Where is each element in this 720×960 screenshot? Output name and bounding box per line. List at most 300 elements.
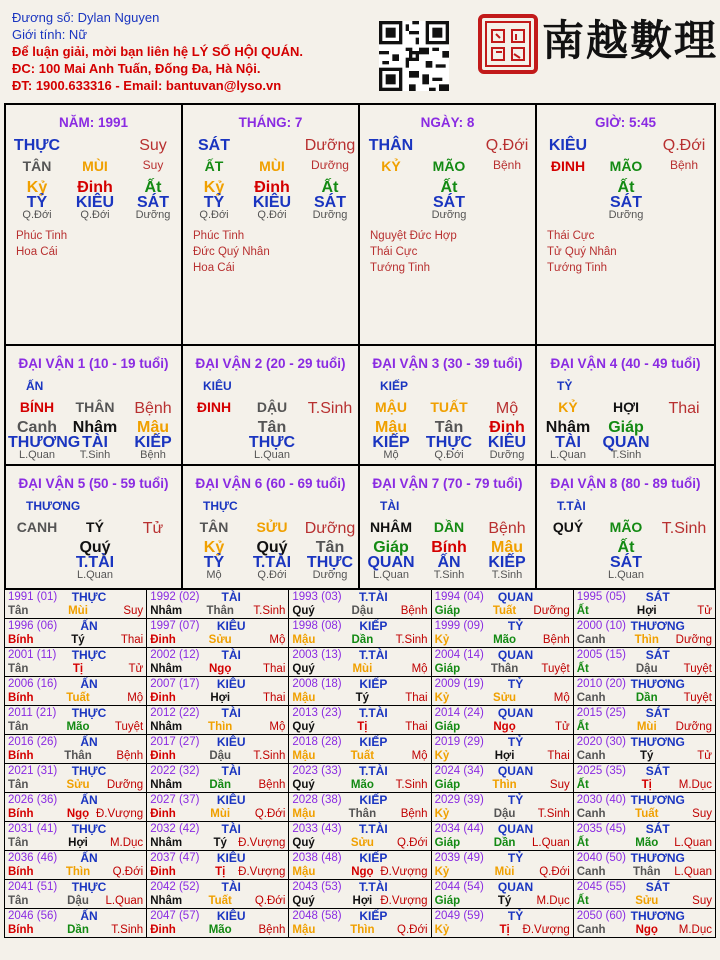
year-stem: Mậu [292, 692, 316, 704]
year-god: T.TÀI [359, 706, 388, 720]
luck-state: Bệnh [134, 400, 172, 417]
year-branch: Tị [641, 779, 652, 791]
year-stem: Quý [292, 663, 315, 675]
year-branch: Mão [493, 634, 517, 646]
pillar-stem: Dưỡng [311, 158, 349, 172]
pillar-title: THÁNG: 7 [238, 115, 303, 130]
luck-branch: TUẤT [430, 399, 468, 415]
pillar-star: Nguyệt Đức Hợp [370, 230, 457, 242]
luck-period-7 [360, 466, 537, 588]
pillar-hidden-state: Dưỡng [135, 209, 171, 221]
year-cell [147, 909, 289, 938]
luck-hidden-state: Dưỡng [312, 569, 348, 581]
year-cell [5, 590, 147, 619]
year-state: Đ.Vượng [380, 895, 428, 907]
year-branch: Tuất [66, 692, 90, 704]
year-god: ẤN [80, 677, 98, 691]
year-cell [289, 909, 431, 938]
pillar-hidden-stem: Ất [321, 179, 339, 196]
year-branch: Ngọ [493, 721, 516, 733]
year-label: 2018 (28) [292, 736, 342, 748]
year-stem: Ất [576, 895, 589, 907]
luck-row-2 [6, 466, 714, 588]
luck-hidden-god: T.TÀI [252, 554, 292, 571]
year-god: TỶ [507, 793, 524, 807]
year-branch: Thân [64, 750, 92, 762]
pillar-hidden-stem: Đinh [254, 179, 290, 196]
year-label: 2017 (27) [150, 736, 200, 748]
year-state: Thai [263, 692, 286, 704]
year-cell [147, 793, 289, 822]
luck-hidden-god: TÀI [82, 434, 108, 451]
pillar-hidden-god: SÁT [314, 194, 346, 211]
year-state: Tử [128, 663, 144, 675]
year-state: Đ.Vượng [238, 866, 286, 878]
pillar-top-god: SÁT [198, 137, 230, 154]
year-god: THƯƠNG [630, 793, 685, 807]
year-label: 2009 (19) [434, 678, 484, 690]
luck-hidden-state: L.Quan [607, 569, 645, 581]
year-god: SÁT [645, 822, 670, 836]
year-stem: Tân [8, 895, 29, 907]
year-stem: Giáp [434, 663, 461, 675]
year-state: Q.Đới [254, 895, 286, 907]
year-stem: Quý [292, 895, 315, 907]
pillar-stem: KỶ [381, 158, 401, 174]
year-label: 2011 (21) [8, 707, 57, 719]
year-stem: Nhâm [150, 721, 183, 733]
year-stem: Giáp [434, 779, 461, 791]
luck-hidden-state: T.Sinh [610, 449, 642, 461]
pillar-top-god: KIÊU [548, 137, 588, 154]
luck-hidden-stem: Mậu [491, 539, 523, 556]
year-state: Mộ [411, 663, 428, 675]
brand-logo-text: 南越數理 [542, 16, 719, 65]
pillar-title: NGÀY: 8 [420, 115, 475, 130]
luck-title: ĐẠI VẬN 4 (40 - 49 tuổi) [550, 356, 701, 371]
year-stem: Mậu [292, 634, 316, 646]
year-stem: Canh [576, 634, 606, 646]
year-state: Bệnh [542, 634, 570, 646]
year-label: 2019 (29) [434, 736, 484, 748]
year-cell [431, 851, 573, 880]
year-state: Mộ [127, 692, 144, 704]
year-branch: Mùi [210, 808, 231, 820]
luck-state: Mộ [495, 400, 519, 417]
year-branch: Hợi [68, 837, 88, 849]
year-stem: Mậu [292, 750, 316, 762]
pillar-star: Tướng Tinh [547, 262, 607, 274]
luck-stem: QUÝ [552, 519, 584, 535]
pillar-top-god: THỰC [13, 137, 61, 154]
year-god: ẤN [80, 851, 98, 865]
year-cell [147, 590, 289, 619]
year-cell [5, 880, 147, 909]
year-cell [147, 822, 289, 851]
year-god: KIÊU [216, 909, 246, 923]
year-state: Dưỡng [106, 779, 144, 791]
luck-hidden-god: SÁT [610, 554, 642, 571]
luck-hidden-god: KIẾP [372, 434, 410, 451]
year-branch: Dậu [67, 895, 89, 907]
luck-god: TÀI [380, 499, 400, 513]
pillar-stem: MÙI [82, 158, 108, 174]
annual-years-table [4, 589, 716, 938]
luck-hidden-god: THỰC [248, 434, 296, 451]
luck-hidden-state: T.Sinh [433, 569, 465, 581]
year-state: L.Quan [674, 866, 712, 878]
year-label: 2020 (30) [576, 736, 626, 748]
year-stem: Kỷ [434, 866, 450, 878]
pillar-top-god: THÂN [368, 137, 414, 154]
pillar-top-god: Q.Đới [485, 137, 529, 154]
year-stem: Bính [8, 750, 34, 762]
year-branch: Sửu [350, 837, 374, 849]
year-state: Đ.Vượng [522, 924, 570, 936]
pillar-star: Hoa Cái [16, 246, 58, 258]
year-label: 1991 (01) [8, 591, 58, 603]
year-cell [573, 880, 715, 909]
luck-period-3 [360, 346, 537, 464]
year-god: THƯƠNG [630, 909, 685, 923]
luck-stem: MẬU [375, 399, 407, 415]
year-stem: Ất [576, 721, 589, 733]
luck-title: ĐẠI VẬN 6 (60 - 69 tuổi) [195, 476, 346, 491]
year-label: 2045 (55) [576, 881, 626, 893]
year-god: SÁT [645, 764, 670, 778]
luck-hidden-stem: Giáp [608, 419, 644, 436]
luck-hidden-state: L.Quan [253, 449, 291, 461]
luck-stem: BÍNH [19, 399, 55, 415]
pillar-hidden-state: Q.Đới [22, 209, 52, 221]
year-cell [289, 735, 431, 764]
pillar-stem: Suy [142, 158, 164, 172]
year-branch: Tị [215, 866, 226, 878]
year-label: 2024 (34) [434, 765, 484, 777]
year-god: KIÊU [216, 793, 246, 807]
luck-god: TỶ [557, 379, 573, 393]
year-state: Q.Đới [112, 866, 144, 878]
pillar-hidden-stem: Kỷ [203, 179, 225, 196]
pillar-hidden-stem: Ất [144, 179, 162, 196]
year-god: TÀI [221, 764, 241, 778]
pillar-star: Tử Quý Nhân [547, 246, 617, 258]
chart-grid [4, 103, 716, 590]
pillar-hidden-stem: Đinh [77, 179, 113, 196]
year-god: QUAN [497, 648, 534, 662]
years-row [5, 851, 716, 880]
year-stem: Bính [8, 692, 34, 704]
year-label: 2048 (58) [292, 910, 342, 922]
luck-branch: HỢI [613, 399, 639, 415]
year-god: THỰC [71, 706, 107, 720]
pillar-star: Đức Quý Nhân [193, 246, 270, 258]
luck-hidden-god: TÀI [555, 434, 581, 451]
luck-hidden-stem: Mậu [375, 419, 407, 436]
year-label: 1999 (09) [434, 620, 484, 632]
year-god: TÀI [221, 822, 241, 836]
luck-hidden-god: KIÊU [487, 434, 527, 451]
year-stem: Đinh [150, 924, 176, 936]
year-state: L.Quan [532, 837, 570, 849]
luck-period-1 [6, 346, 183, 464]
year-cell [431, 822, 573, 851]
year-cell [431, 648, 573, 677]
pillar-hidden-god: SÁT [610, 194, 642, 211]
pillar-star: Phúc Tinh [193, 230, 245, 242]
year-cell [573, 851, 715, 880]
gender: Giới tính: Nữ [12, 27, 88, 42]
year-god: SÁT [645, 880, 670, 894]
year-label: 2046 (56) [8, 910, 58, 922]
year-state: Dưỡng [675, 634, 712, 646]
year-state: Tuyệt [683, 692, 712, 704]
luck-row-1 [6, 346, 714, 466]
year-cell [431, 735, 573, 764]
year-label: 2031 (41) [8, 823, 58, 835]
luck-title: ĐẠI VẬN 1 (10 - 19 tuổi) [18, 356, 169, 371]
year-god: TÀI [221, 590, 241, 604]
year-god: THỰC [71, 764, 107, 778]
year-state: Bệnh [400, 808, 428, 820]
year-stem: Nhâm [150, 605, 183, 617]
pillar-hidden-god: KIÊU [75, 194, 115, 211]
year-cell [289, 822, 431, 851]
year-cell [573, 764, 715, 793]
year-cell [573, 735, 715, 764]
year-god: THỰC [71, 880, 107, 894]
year-label: 2025 (35) [576, 765, 626, 777]
pillar-title: NĂM: 1991 [58, 115, 129, 130]
year-branch: Mão [635, 837, 659, 849]
year-label: 2026 (36) [8, 794, 58, 806]
luck-god: KIẾP [380, 379, 409, 393]
year-cell [289, 648, 431, 677]
pillar-3 [360, 105, 537, 344]
year-label: 2016 (26) [8, 736, 58, 748]
year-god: TÀI [221, 706, 241, 720]
year-label: 2012 (22) [150, 707, 200, 719]
year-stem: Tân [8, 837, 29, 849]
luck-state: Bệnh [488, 520, 526, 537]
luck-hidden-state: Q.Đới [257, 569, 287, 581]
year-god: TỶ [507, 677, 524, 691]
year-stem: Giáp [434, 895, 461, 907]
year-label: 2050 (60) [576, 910, 626, 922]
year-label: 2040 (50) [576, 852, 626, 864]
year-label: 2029 (39) [434, 794, 484, 806]
year-branch: Tị [72, 663, 84, 675]
year-label: 2013 (23) [292, 707, 342, 719]
luck-hidden-stem: Ất [617, 539, 635, 556]
year-state: Bệnh [258, 924, 286, 936]
year-label: 2010 (20) [576, 678, 626, 690]
pillar-stem: Bệnh [669, 158, 699, 172]
year-branch: Thìn [350, 924, 375, 936]
year-branch: Dậu [635, 663, 658, 675]
year-cell [289, 764, 431, 793]
year-stem: Đinh [150, 808, 176, 820]
luck-period-5 [6, 466, 183, 588]
luck-state: T.Sinh [661, 520, 707, 537]
qr-code-icon [379, 21, 449, 91]
luck-hidden-stem: Tân [257, 419, 287, 436]
year-state: Q.Đới [539, 866, 570, 878]
pillar-4 [537, 105, 714, 344]
year-label: 2038 (48) [292, 852, 342, 864]
year-label: 2002 (12) [150, 649, 200, 661]
year-cell [289, 793, 431, 822]
pillar-hidden-stem: Kỷ [26, 179, 48, 196]
year-stem: Quý [292, 837, 315, 849]
luck-title: ĐẠI VẬN 5 (50 - 59 tuổi) [18, 476, 169, 491]
year-state: Q.Đới [397, 924, 428, 936]
year-branch: Dần [635, 692, 658, 704]
year-god: T.TÀI [359, 822, 388, 836]
luck-stem: ĐINH [196, 399, 232, 415]
year-stem: Nhâm [150, 895, 183, 907]
year-branch: Ngọ [635, 924, 658, 936]
year-state: Tuyệt [541, 663, 570, 675]
pillar-hidden-god: TỶ [203, 194, 225, 211]
year-state: Mộ [553, 692, 570, 704]
year-branch: Dần [351, 634, 374, 646]
year-branch: Thân [633, 866, 661, 878]
luck-hidden-stem: Tân [315, 539, 345, 556]
year-branch: Mùi [352, 663, 373, 675]
year-god: TỶ [507, 619, 524, 633]
luck-hidden-god: T.TÀI [75, 554, 115, 571]
year-branch: Mão [350, 779, 374, 791]
year-label: 2036 (46) [8, 852, 58, 864]
year-label: 2008 (18) [292, 678, 342, 690]
year-state: Thai [405, 692, 428, 704]
pillar-stem: Bệnh [492, 158, 522, 172]
year-state: Dưỡng [533, 605, 570, 617]
year-cell [431, 793, 573, 822]
year-cell [5, 677, 147, 706]
years-row [5, 822, 716, 851]
pillar-2 [183, 105, 360, 344]
year-god: THƯƠNG [630, 677, 685, 691]
year-god: ẤN [80, 793, 98, 807]
year-branch: Sửu [635, 895, 659, 907]
year-state: Tử [697, 750, 712, 762]
header-info [12, 9, 303, 94]
years-row [5, 619, 716, 648]
luck-hidden-stem: Mậu [137, 419, 169, 436]
year-stem: Đinh [150, 692, 176, 704]
luck-hidden-stem: Bính [431, 539, 467, 556]
year-state: T.Sinh [537, 808, 570, 820]
years-row [5, 677, 716, 706]
year-branch: Tý [640, 750, 654, 762]
luck-hidden-god: THỰC [306, 554, 354, 571]
year-state: Thai [120, 634, 144, 646]
year-stem: Kỷ [434, 924, 450, 936]
luck-state: Dưỡng [304, 520, 356, 537]
year-stem: Canh [576, 750, 606, 762]
pillar-star: Phúc Tinh [16, 230, 68, 242]
year-god: TÀI [221, 648, 241, 662]
luck-hidden-god: QUAN [367, 554, 415, 571]
pillar-stem: MÃO [432, 158, 466, 174]
year-cell [573, 793, 715, 822]
year-god: SÁT [645, 590, 670, 604]
year-branch: Mùi [636, 721, 657, 733]
year-label: 2041 (51) [8, 881, 58, 893]
year-god: TỶ [507, 909, 524, 923]
year-label: 2004 (14) [434, 649, 484, 661]
year-branch: Sửu [66, 779, 90, 791]
year-branch: Thìn [208, 721, 233, 733]
year-state: Q.Đới [254, 808, 286, 820]
luck-title: ĐẠI VẬN 3 (30 - 39 tuổi) [372, 356, 523, 371]
luck-god: THỰC [203, 499, 238, 513]
year-stem: Tân [8, 663, 29, 675]
year-cell [5, 735, 147, 764]
year-state: Mộ [269, 634, 286, 646]
year-branch: Tuất [635, 808, 659, 820]
year-god: KIÊU [216, 735, 246, 749]
luck-branch: MÃO [609, 519, 643, 535]
year-branch: Dậu [351, 605, 374, 617]
years-row [5, 909, 716, 938]
luck-state: Tử [142, 520, 164, 537]
year-god: THỰC [71, 822, 107, 836]
year-stem: Ất [576, 779, 589, 791]
luck-stem: TÂN [199, 519, 229, 535]
luck-hidden-state: T.Sinh [79, 449, 111, 461]
year-branch: Tý [497, 895, 512, 907]
year-god: KIÊU [216, 851, 246, 865]
pillar-hidden-god: SÁT [433, 194, 465, 211]
year-branch: Tị [357, 721, 368, 733]
year-label: 2001 (11) [8, 649, 57, 661]
luck-god: T.TÀI [557, 499, 586, 513]
year-branch: Hợi [636, 605, 657, 617]
year-stem: Mậu [292, 866, 316, 878]
years-row [5, 735, 716, 764]
pillar-hidden-state: Q.Đới [199, 209, 229, 221]
year-branch: Hợi [494, 750, 515, 762]
pillar-hidden-stem: Ất [617, 179, 635, 196]
luck-hidden-state: L.Quan [18, 449, 56, 461]
year-branch: Mùi [494, 866, 515, 878]
year-label: 1998 (08) [292, 620, 342, 632]
year-god: KIẾP [359, 851, 388, 865]
year-god: QUAN [497, 764, 534, 778]
year-state: Tuyệt [683, 663, 712, 675]
year-god: ẤN [80, 619, 98, 633]
year-state: L.Quan [105, 895, 144, 907]
year-label: 2043 (53) [292, 881, 342, 893]
year-label: 2039 (49) [434, 852, 484, 864]
year-label: 2034 (44) [434, 823, 484, 835]
pillar-hidden-god: SÁT [137, 194, 169, 211]
year-state: L.Quan [674, 837, 712, 849]
luck-hidden-state: Bệnh [140, 449, 166, 461]
year-god: TỶ [507, 851, 524, 865]
year-stem: Canh [576, 924, 606, 936]
year-branch: Ngọ [209, 663, 232, 675]
year-branch: Dậu [209, 750, 232, 762]
year-branch: Thân [490, 663, 519, 675]
luck-god: ẤN [26, 379, 44, 393]
years-row [5, 590, 716, 619]
luck-hidden-state: L.Quan [372, 569, 410, 581]
year-label: 2006 (16) [8, 678, 58, 690]
